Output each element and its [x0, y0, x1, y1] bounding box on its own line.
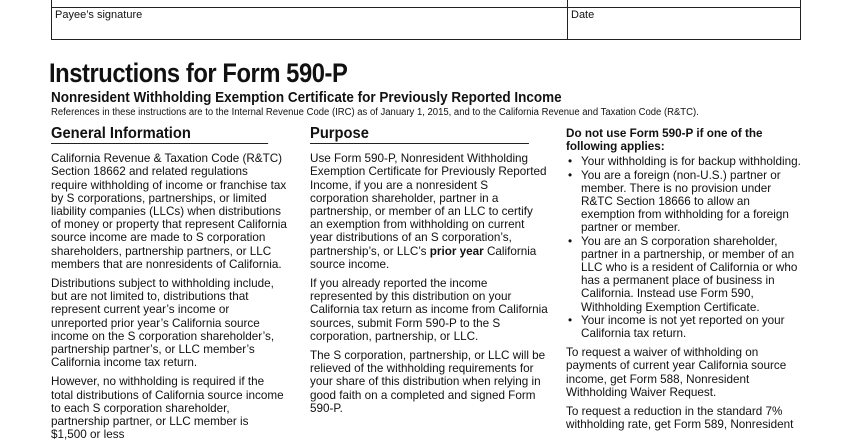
signature-block — [51, 0, 801, 40]
general-information-column — [51, 127, 287, 447]
waiver-paragraph: To request a waiver of withholding on payments of current year California source income, get Form 588, Nonresident Withholding Waiver Request. — [566, 346, 787, 399]
general-information-paragraph-3: However, no withholding is required if the total distributions of California source income to each S corporation shareholder, partnership partner, or LLC member is $1,500 or less — [51, 375, 284, 442]
list-item: • Your withholding is for backup withholding. — [566, 155, 802, 168]
do-not-use-lead: Do not use Form 590-P if one of the following applies: — [566, 127, 763, 154]
exclusion-list — [566, 155, 802, 340]
general-information-paragraph-2: Distributions subject to withholding include, but are not limited to, distributions that represent current year’s income or unreported prior year’s California source income on the S corporation shareholder’s, partnership partner’s, or LLC member’s California income tax return. — [51, 277, 275, 370]
general-information-heading: General Information — [51, 127, 268, 144]
reference-note: References in these instructions are to the Internal Revenue Code (IRC) as of January 1, 2015, and to the California Revenue and Taxation Code (R&TC). — [51, 107, 699, 118]
date-label: Date — [571, 9, 595, 21]
purpose-paragraph-1-start: Use Form 590-P, Nonresident Withholding Exemption Certificate for Previously Reported Income, if you are a nonresident S corporation shareholder, partner in a partnership, or member of an LLC to certify an exemption from withholding on current year distributions of an S corporation’s, partnership’s, or LLC’s — [310, 152, 547, 258]
purpose-paragraph-1 — [310, 152, 548, 271]
purpose-paragraph-3: The S corporation, partnership, or LLC will be relieved of the withholding requirements for your share of this distribution when relying in good faith on a completed and signed Form 590-P. — [310, 349, 546, 415]
list-item: • You are an S corporation shareholder, partner in a partnership, or member of an LLC who is a resident of California or who has a permanent place of business in California. Instead use Form 590, Withholding Exemption Certificate. — [566, 235, 802, 314]
payee-signature-label: Payee’s signature — [55, 9, 143, 21]
do-not-use-column — [566, 127, 802, 437]
list-item: • You are a foreign (non-U.S.) partner or member. There is no provision under R&TC Section 18666 to allow an exemption from withholding for a foreign partner or member. — [566, 169, 802, 235]
list-item: • Your income is not yet reported on your California tax return. — [566, 314, 802, 340]
general-information-paragraph-1: California Revenue & Taxation Code (R&TC) Section 18662 and related regulations require withholding of income or franchise tax by S corporations, partnerships, or limited liability companies (LLCs) when distributions of money or property that represent California source income are made to S corporation shareholders, partnership partners, or LLC members that are nonresidents of California. — [51, 152, 287, 271]
prior-year-emphasis: prior year — [429, 244, 484, 258]
page-title: Instructions for Form 590-P — [49, 58, 348, 88]
signature-date-divider — [567, 0, 568, 39]
page-subtitle: Nonresident Withholding Exemption Certificate for Previously Reported Income — [51, 89, 562, 106]
purpose-column — [310, 127, 548, 421]
purpose-paragraph-1-end: California source income. — [310, 244, 537, 271]
purpose-paragraph-2: If you already reported the income represented by this distribution on your California tax return as income from California sources, submit Form 590-P to the S corporation, partnership, or LLC. — [310, 277, 548, 343]
signature-top-rule — [52, 7, 800, 8]
reduction-paragraph: To request a reduction in the standard 7% withholding rate, get Form 589, Nonresident — [566, 405, 794, 432]
purpose-heading: Purpose — [310, 127, 529, 144]
